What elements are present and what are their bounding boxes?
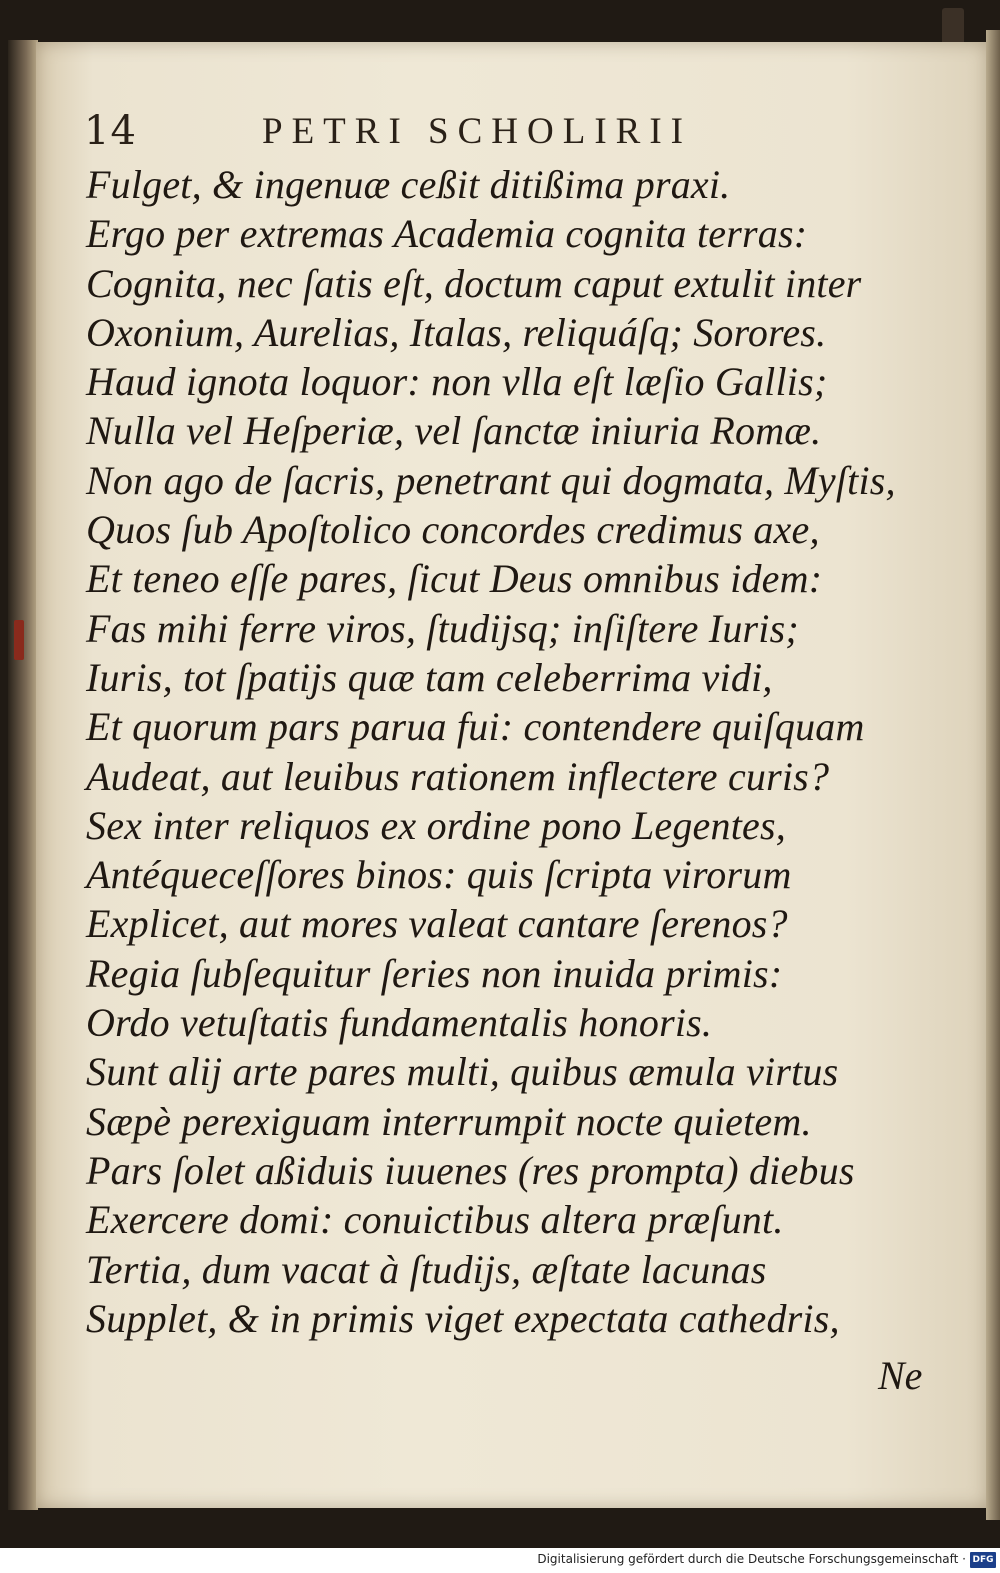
running-head: PETRI SCHOLIRII	[262, 111, 692, 152]
page-number: 14	[84, 108, 137, 154]
verse-line: Tertia, dum vacat à ſtudijs, æſtate lacunas	[86, 1246, 767, 1292]
binding-mark	[14, 620, 24, 660]
dfg-logo: DFG	[970, 1552, 996, 1568]
verse-line: Sex inter reliquos ex ordine pono Legentes,	[86, 802, 786, 848]
verse-line: Fas mihi ferre viros, ſtudijsq; inſiſtere Iuris;	[86, 605, 799, 651]
verse-line: Audeat, aut leuibus rationem inflectere curis?	[86, 753, 830, 799]
verse-line: Nulla vel Heſperiæ, vel ſanctæ iniuria Romæ.	[86, 408, 822, 454]
verse-line: Regia ſubſequitur ſeries non inuida primis:	[86, 950, 783, 996]
verse-line: Ergo per extremas Academia cognita terras:	[86, 211, 808, 257]
verse-line: Pars ſolet aßiduis iuuenes (res prompta) diebus	[86, 1147, 855, 1193]
verse-line: Cognita, nec ſatis eſt, doctum caput extulit inter	[86, 260, 862, 306]
catchword: Ne	[878, 1353, 923, 1398]
verse-line: Quos ſub Apoſtolico concordes credimus axe,	[86, 507, 820, 553]
verse-line: Explicet, aut mores valeat cantare ſerenos?	[86, 901, 788, 947]
verse-line: Antéqueceſſores binos: quis ſcripta virorum	[86, 852, 792, 898]
binding-edge	[8, 40, 38, 1510]
verse-line: Fulget, & ingenuæ ceßit ditißima praxi.	[86, 162, 731, 207]
verse-line: Sæpè perexiguam interrumpit nocte quietem.	[86, 1098, 812, 1144]
verse-line: Supplet, & in primis viget expectata cathedris,	[86, 1295, 840, 1341]
verse-line: Sunt alij arte pares multi, quibus æmula virtus	[86, 1049, 839, 1095]
digitization-footer	[0, 1548, 1000, 1573]
page-fore-edge	[986, 30, 1000, 1520]
footer-credit: Digitalisierung gefördert durch die Deutsche Forschungsgemeinschaft ·	[537, 1552, 966, 1566]
page-header	[84, 108, 864, 164]
verse-line: Oxonium, Aurelias, Italas, reliquáſq; Sorores.	[86, 309, 827, 355]
verse-text-block	[86, 160, 906, 1343]
verse-line: Et teneo eſſe pares, ſicut Deus omnibus idem:	[86, 556, 823, 602]
verse-line: Exercere domi: conuictibus altera præſunt.	[86, 1197, 784, 1243]
verse-line: Iuris, tot ſpatijs quæ tam celeberrima vidi,	[86, 654, 773, 700]
verse-line: Et quorum pars parua fui: contendere quiſquam	[86, 704, 865, 750]
verse-line: Non ago de ſacris, penetrant qui dogmata, Myſtis,	[86, 457, 896, 503]
verse-line: Ordo vetuſtatis fundamentalis honoris.	[86, 1000, 713, 1046]
verse-line: Haud ignota loquor: non vlla eſt læſio Gallis;	[86, 359, 828, 405]
